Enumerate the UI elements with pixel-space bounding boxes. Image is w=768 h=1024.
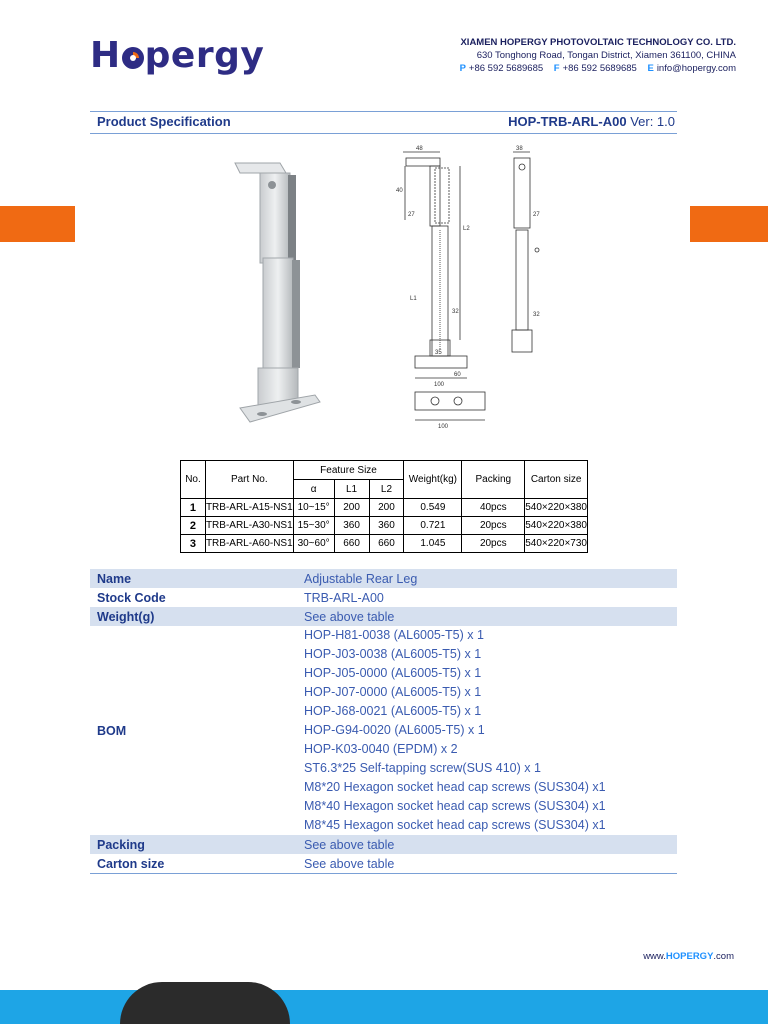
- stock-label: Stock Code: [97, 590, 166, 605]
- col-l1-header: L1: [334, 480, 369, 499]
- info-row-weight: [90, 607, 677, 626]
- row-packing: 20pcs: [462, 517, 525, 535]
- col-packing-header: Packing: [462, 461, 525, 499]
- col-l2-header: L2: [369, 480, 404, 499]
- col-no-header: No.: [181, 461, 206, 499]
- email-label: E: [647, 63, 654, 74]
- front-view-labels: [396, 146, 470, 430]
- dim-32-label: 32: [452, 309, 459, 315]
- row-l1: 360: [334, 517, 369, 535]
- side-dim-27-label: 27: [533, 212, 540, 218]
- right-orange-tab: [690, 206, 768, 242]
- table-row: [181, 517, 588, 535]
- email-address[interactable]: info@hopergy.com: [656, 63, 736, 74]
- stock-value: TRB-ARL-A00: [304, 590, 384, 605]
- company-contact: [452, 36, 736, 75]
- row-l1: 200: [334, 499, 369, 517]
- info-bottom-divider: [90, 873, 677, 874]
- company-name: XIAMEN HOPERGY PHOTOVOLTAIC TECHNOLOGY CO. LTD.: [460, 37, 736, 48]
- spec-divider: [90, 133, 677, 134]
- row-l1: 660: [334, 535, 369, 553]
- dim-38-label: 38: [516, 146, 523, 152]
- bom-item: HOP-H81-0038 (AL6005-T5) x 1: [304, 628, 484, 642]
- footer-bar: [0, 990, 768, 1024]
- dim-100b-label: 100: [438, 424, 449, 430]
- info-row-packing: [90, 835, 677, 854]
- row-weight: 0.721: [404, 517, 462, 535]
- bom-list: [304, 626, 677, 835]
- phone-number: +86 592 5689685: [468, 63, 544, 74]
- feature-table: [180, 460, 588, 553]
- left-orange-tab: [0, 206, 75, 242]
- row-alpha: 15~30°: [293, 517, 334, 535]
- dim-100-label: 100: [434, 382, 445, 388]
- spec-title: Product Specification: [97, 114, 231, 129]
- info-row-bom: [90, 626, 677, 835]
- row-l2: 200: [369, 499, 404, 517]
- row-carton: 540×220×380: [525, 517, 588, 535]
- table-row: [181, 535, 588, 553]
- col-alpha-header: α: [293, 480, 334, 499]
- row-part: TRB-ARL-A15-NS1: [205, 499, 293, 517]
- carton-label: Carton size: [97, 856, 165, 871]
- name-value: Adjustable Rear Leg: [304, 571, 418, 586]
- www-brand: HOPERGY: [665, 951, 714, 962]
- dim-l1-label: L1: [410, 296, 417, 302]
- logo-text-post: pergy: [144, 35, 265, 76]
- row-part: TRB-ARL-A60-NS1: [205, 535, 293, 553]
- bom-item: HOP-G94-0020 (AL6005-T5) x 1: [304, 723, 485, 737]
- bom-item: HOP-J07-0000 (AL6005-T5) x 1: [304, 685, 482, 699]
- bom-item: HOP-J03-0038 (AL6005-T5) x 1: [304, 647, 482, 661]
- bom-item: ST6.3*25 Self-tapping screw(SUS 410) x 1: [304, 761, 541, 775]
- spec-code-value: HOP-TRB-ARL-A00: [508, 114, 627, 129]
- www-pre: www.: [643, 951, 666, 962]
- company-logo: [90, 36, 264, 76]
- phone-label: P: [459, 63, 466, 74]
- row-part: TRB-ARL-A30-NS1: [205, 517, 293, 535]
- row-no: 3: [181, 535, 206, 553]
- col-carton-header: Carton size: [525, 461, 588, 499]
- info-row-carton: [90, 854, 677, 873]
- company-address: 630 Tonghong Road, Tongan District, Xiamen 361100, CHINA: [476, 50, 736, 61]
- spec-code: [508, 114, 675, 129]
- product-figure: [90, 140, 677, 440]
- product-info-table: [90, 569, 677, 873]
- www-post: .com: [713, 951, 734, 962]
- footer-tab: [120, 982, 290, 1024]
- weight-value: See above table: [304, 609, 395, 624]
- packing-label: Packing: [97, 837, 145, 852]
- spec-version: Ver: 1.0: [630, 114, 675, 129]
- packing-value: See above table: [304, 837, 395, 852]
- fax-number: +86 592 5689685: [562, 63, 637, 74]
- fax-label: F: [553, 63, 560, 74]
- dim-40-label: 40: [396, 188, 403, 194]
- row-carton: 540×220×730: [525, 535, 588, 553]
- bom-item: HOP-J05-0000 (AL6005-T5) x 1: [304, 666, 482, 680]
- bom-item: HOP-K03-0040 (EPDM) x 2: [304, 742, 458, 756]
- side-view-drawing: [512, 152, 539, 352]
- info-row-stock: [90, 588, 677, 607]
- col-feature-header: Feature Size: [293, 461, 404, 480]
- row-weight: 0.549: [404, 499, 462, 517]
- row-l2: 360: [369, 517, 404, 535]
- name-label: Name: [97, 571, 132, 586]
- dim-27-label: 27: [408, 212, 415, 218]
- bom-label: BOM: [97, 723, 127, 738]
- company-contacts-line: [452, 62, 736, 75]
- bom-item: M8*45 Hexagon socket head cap screws (SUS304) x1: [304, 818, 606, 832]
- row-packing: 20pcs: [462, 535, 525, 553]
- row-alpha: 10~15°: [293, 499, 334, 517]
- row-no: 1: [181, 499, 206, 517]
- bom-item: HOP-J68-0021 (AL6005-T5) x 1: [304, 704, 482, 718]
- dim-48-label: 48: [416, 146, 423, 152]
- row-no: 2: [181, 517, 206, 535]
- dim-l2-label: L2: [463, 226, 470, 232]
- weight-label: Weight(g): [97, 609, 155, 624]
- table-row: [181, 499, 588, 517]
- dim-35-label: 35: [435, 350, 442, 356]
- row-l2: 660: [369, 535, 404, 553]
- front-view-drawing: [403, 152, 485, 420]
- leg-3d-render: [235, 163, 320, 422]
- info-row-name: [90, 569, 677, 588]
- row-weight: 1.045: [404, 535, 462, 553]
- row-carton: 540×220×380: [525, 499, 588, 517]
- top-divider: [90, 111, 677, 112]
- carton-value: See above table: [304, 856, 395, 871]
- side-dim-32-label: 32: [533, 312, 540, 318]
- bom-item: M8*40 Hexagon socket head cap screws (SUS304) x1: [304, 799, 606, 813]
- dim-60-label: 60: [454, 372, 461, 378]
- row-packing: 40pcs: [462, 499, 525, 517]
- col-part-header: Part No.: [205, 461, 293, 499]
- col-weight-header: Weight(kg): [404, 461, 462, 499]
- bom-item: M8*20 Hexagon socket head cap screws (SUS304) x1: [304, 780, 606, 794]
- logo-text-pre: H: [90, 35, 121, 76]
- logo-ring-icon: [122, 47, 144, 69]
- row-alpha: 30~60°: [293, 535, 334, 553]
- website-link[interactable]: [643, 951, 734, 962]
